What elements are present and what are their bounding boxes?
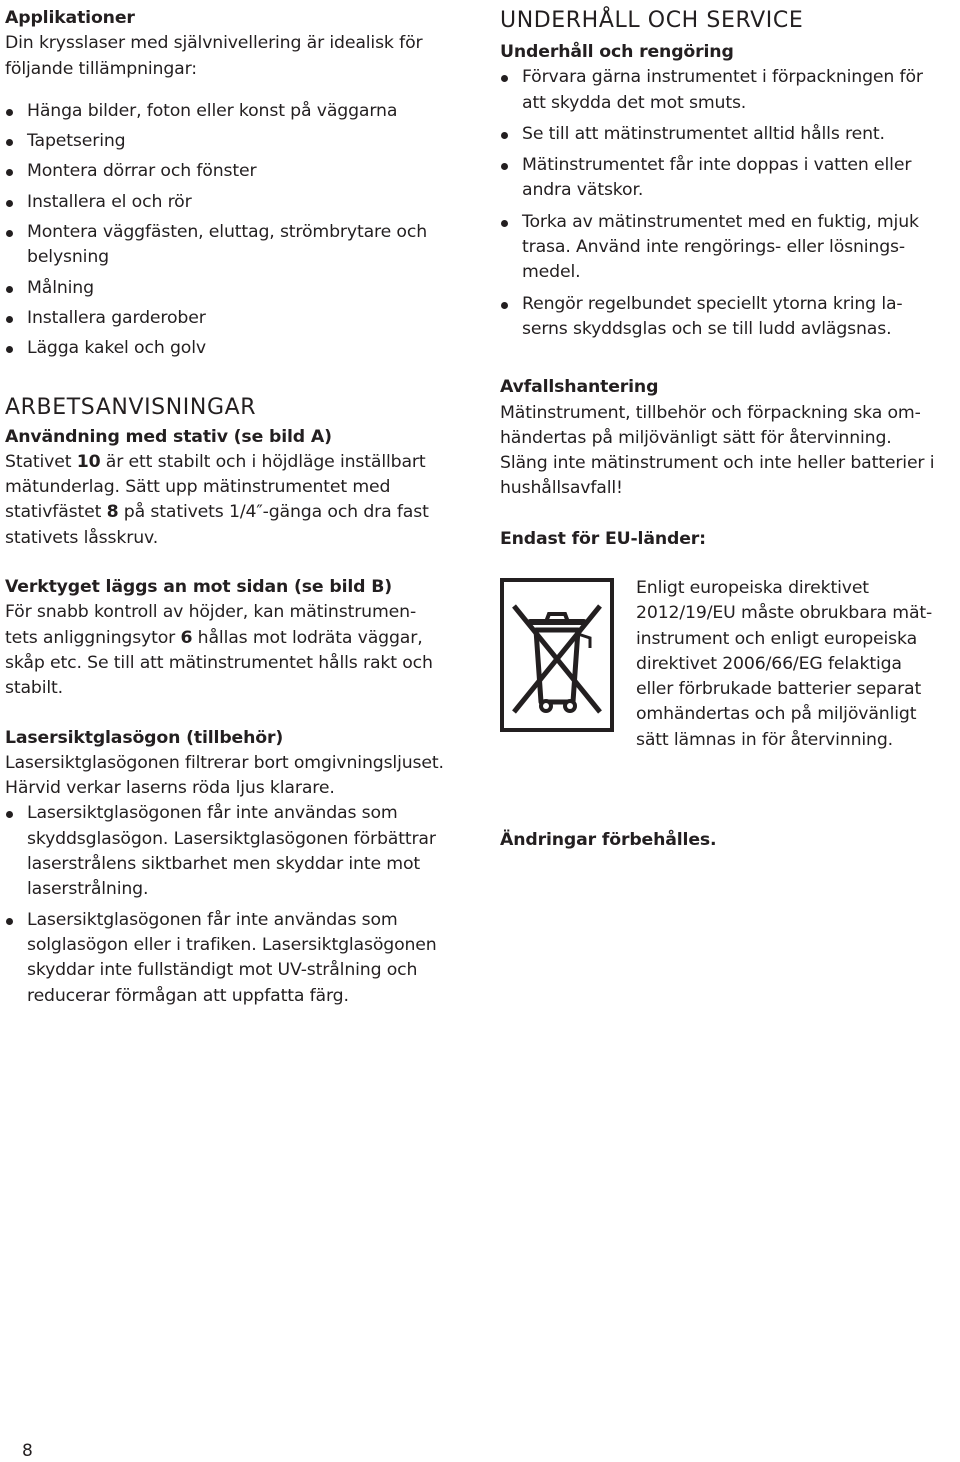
list-item (5, 220, 467, 271)
list-item-line: Hänga bilder, foton eller konst på väggarna (27, 100, 398, 121)
list-item (500, 292, 955, 343)
list-item-line: Målning (27, 277, 94, 298)
disposal-text-line: Mätinstrument, tillbehör och förpackning ska om- (500, 402, 921, 423)
eu-directive-text-line: Enligt europeiska direktivet (636, 578, 869, 598)
list-item (5, 159, 467, 184)
list-item-line: Montera dörrar och fönster (27, 161, 257, 182)
list-item-line: Lägga kakel och golv (27, 338, 206, 359)
right-column (500, 6, 955, 552)
eu-directive-text-line: eller förbrukade batterier separat (636, 679, 922, 700)
list-item-line: belysning (27, 247, 109, 268)
eu-directive-text (636, 576, 958, 753)
list-item (5, 129, 467, 154)
left-column (5, 6, 467, 1009)
list-item-line: solglasögon eller i trafiken. Lasersiktglasögonen (27, 934, 437, 955)
tripod-text-line: Stativet 10 är ett stabilt och i höjdläge inställbart (5, 451, 426, 472)
applications-heading: Applikationer (5, 8, 135, 28)
list-item-line: Lasersiktglasögonen får inte användas som (27, 909, 398, 930)
crossed-out-wheelie-bin-icon (500, 578, 614, 732)
tripod-text-line: stativets låsskruv. (5, 527, 159, 548)
eu-directive-text-line: omhändertas och på miljövänligt (636, 704, 917, 725)
laser-glasses-text-line: Lasersiktglasögonen filtrerar bort omgivningsljuset. (5, 752, 444, 773)
list-item-line: andra vätskor. (522, 180, 644, 201)
list-item (5, 99, 467, 124)
side-text-line: För snabb kontroll av höjder, kan mätinstrumen- (5, 602, 417, 623)
list-item-line: Rengör regelbundet speciellt ytorna kring la- (522, 293, 903, 314)
list-item-line: Se till att mätinstrumentet alltid hålls rent. (522, 123, 885, 144)
list-item (5, 306, 467, 331)
list-item-line: laserstrålning. (27, 879, 149, 900)
side-text-line: stabilt. (5, 678, 64, 699)
applications-intro-line: Din krysslaser med självnivellering är idealisk för (5, 33, 423, 54)
list-item (5, 336, 467, 361)
tripod-heading: Användning med stativ (se bild A) (5, 426, 332, 447)
disposal-text-line: Släng inte mätinstrument och inte heller batterier i (500, 453, 935, 474)
eu-directive-text-line: instrument och enligt europeiska (636, 628, 918, 649)
list-item (5, 801, 467, 902)
list-item-line: laserstrålens siktbarhet men skyddar inte mot (27, 854, 421, 875)
list-item (5, 908, 467, 1009)
tripod-text-line: mätunderlag. Sätt upp mätinstrumentet med (5, 477, 391, 498)
list-item (500, 153, 955, 204)
eu-directive-text-line: sätt lämnas in för återvinning. (636, 729, 894, 750)
tripod-text-line: stativfästet 8 på stativets 1/4″-gänga och dra fast (5, 502, 429, 523)
side-text-line: tets anliggningsytor 6 hållas mot lodräta väggar, (5, 627, 423, 648)
page-number: 8 (22, 1441, 33, 1461)
disposal-text-line: händertas på miljövänligt sätt för återvinning. (500, 427, 892, 448)
side-text-line: skåp etc. Se till att mätinstrumentet hålls rakt och (5, 652, 433, 673)
list-item-line: att skydda det mot smuts. (522, 92, 747, 113)
eu-heading: Endast för EU-länder: (500, 528, 706, 549)
maintenance-heading: Underhåll och rengöring (500, 42, 734, 62)
list-item-line: reducerar förmågan att uppfatta färg. (27, 985, 349, 1006)
side-placement-heading: Verktyget läggs an mot sidan (se bild B) (5, 577, 392, 598)
changes-reserved: Ändringar förbehålles. (500, 830, 717, 850)
list-item-line: medel. (522, 262, 581, 283)
list-item-line: serns skyddsglas och se till ludd avlägsnas. (522, 318, 892, 339)
list-item-line: Mätinstrumentet får inte doppas i vatten eller (522, 155, 912, 176)
laser-glasses-heading: Lasersiktglasögon (tillbehör) (5, 727, 284, 748)
list-item-line: Lasersiktglasögonen får inte användas som (27, 803, 398, 824)
work-instructions-heading: ARBETSANVISNINGAR (5, 394, 257, 420)
maintenance-list (500, 65, 955, 342)
list-item (5, 190, 467, 215)
list-item-line: Tapetsering (27, 131, 126, 152)
list-item-line: Torka av mätinstrumentet med en fuktig, mjuk (522, 211, 919, 232)
list-item-line: Installera el och rör (27, 191, 192, 212)
eu-directive-text-line: direktivet 2006/66/EG felaktiga (636, 653, 902, 674)
laser-glasses-text-line: Härvid verkar laserns röda ljus klarare. (5, 778, 335, 799)
list-item (500, 122, 955, 147)
applications-intro-line: följande tillämpningar: (5, 58, 197, 79)
list-item-line: trasa. Använd inte rengörings- eller lösnings- (522, 237, 905, 258)
list-item (500, 65, 955, 116)
list-item (5, 276, 467, 301)
applications-list (5, 99, 467, 362)
disposal-text-line: hushållsavfall! (500, 478, 623, 499)
list-item-line: Installera garderober (27, 307, 206, 328)
disposal-heading: Avfallshantering (500, 377, 659, 398)
eu-directive-text-line: 2012/19/EU måste obrukbara mät- (636, 603, 933, 624)
list-item-line: Montera väggfästen, eluttag, strömbrytare och (27, 222, 428, 243)
laser-glasses-list (5, 801, 467, 1008)
list-item-line: Förvara gärna instrumentet i förpackningen för (522, 67, 923, 88)
list-item-line: skyddsglasögon. Lasersiktglasögonen förbättrar (27, 828, 436, 849)
service-heading: UNDERHÅLL OCH SERVICE (500, 8, 804, 33)
list-item-line: skyddar inte fullständigt mot UV-strålning och (27, 960, 418, 981)
list-item (500, 210, 955, 286)
